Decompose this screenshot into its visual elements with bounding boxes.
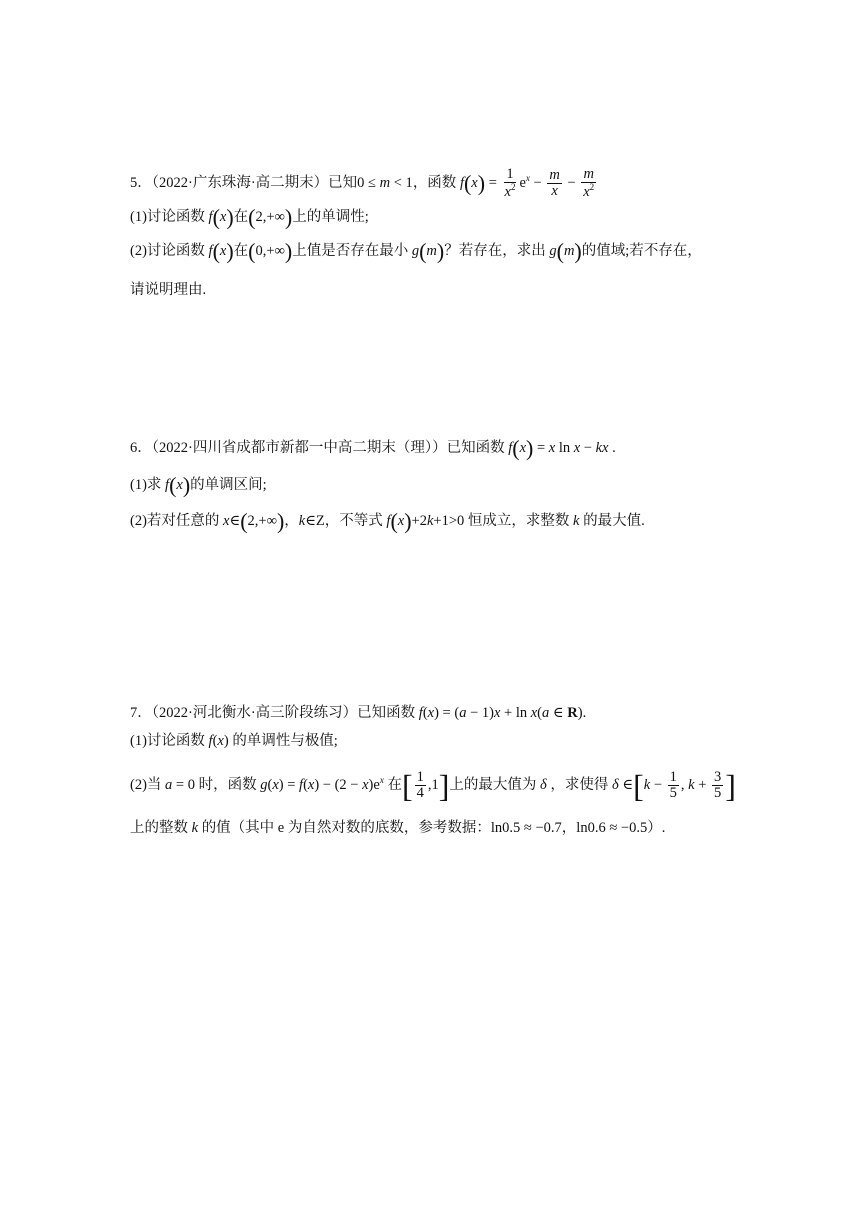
stem-text: ，函数 xyxy=(412,174,457,191)
problem-source: （2022·广东珠海·高二期末） xyxy=(151,174,329,191)
problem-number: 6． xyxy=(130,440,152,456)
problem-5-part-2-cont: 请说明理由. xyxy=(130,282,207,298)
function-definition: f(x) = $\frac{1}{x^2}$ $e^x$ − $\frac{m}{x}$ − $\frac{m}{x^2}$ xyxy=(459,166,595,201)
problem-5-stem xyxy=(130,167,598,200)
problem-6-stem: 6．（2022·四川省成都市新都一中高二期末（理））已知函数 f(x) = x ln x − kx . xyxy=(130,435,616,461)
problem-6-part-2: (2)若对任意的 x∈(2,+∞)，k∈Z，不等式 f(x)+2k+1>0 恒成立，求整数 k 的最大值. xyxy=(130,508,645,534)
problem-7-stem: 7．（2022·河北衡水·高三阶段练习）已知函数 f(x) = (a − 1)x + ln x(a ∈ R). xyxy=(130,705,587,721)
problem-6-part-1: (1)求 f(x)的单调区间; xyxy=(130,472,267,498)
stem-text: 已知 xyxy=(328,174,358,191)
problem-7-part-2-cont: 上的整数 k 的值（其中 e 为自然对数的底数，参考数据：ln0.5 ≈ −0.7，ln0.6 ≈ −0.5）. xyxy=(130,820,666,836)
condition: 0 ≤ m < 1 xyxy=(357,174,413,191)
problem-5-part-2: (2)讨论函数 f(x)在(0,+∞)上值是否存在最小 g(m)？若存在，求出 g(m)的值域;若不存在， xyxy=(130,238,702,264)
problem-number: 7． xyxy=(130,705,152,721)
problem-source: （2022·四川省成都市新都一中高二期末（理）） xyxy=(151,440,447,456)
problem-5-part-1: (1)讨论函数 f(x)在(2,+∞)上的单调性; xyxy=(130,204,369,230)
problem-source: （2022·河北衡水·高三阶段练习） xyxy=(151,705,358,721)
problem-7-part-1: (1)讨论函数 f(x) 的单调性与极值; xyxy=(130,733,338,749)
problem-number: 5． xyxy=(130,174,152,191)
problem-7-part-2: (2)当 a = 0 时，函数 $g(x) = f(x) - (2 - x)e^x$ 在[ $\frac{1}{4}$ ,1]上的最大值为 δ ，求使得 δ ∈[k − $\frac{1}{5}$ , k + $\frac{3}{5}$ ] xyxy=(130,767,736,804)
